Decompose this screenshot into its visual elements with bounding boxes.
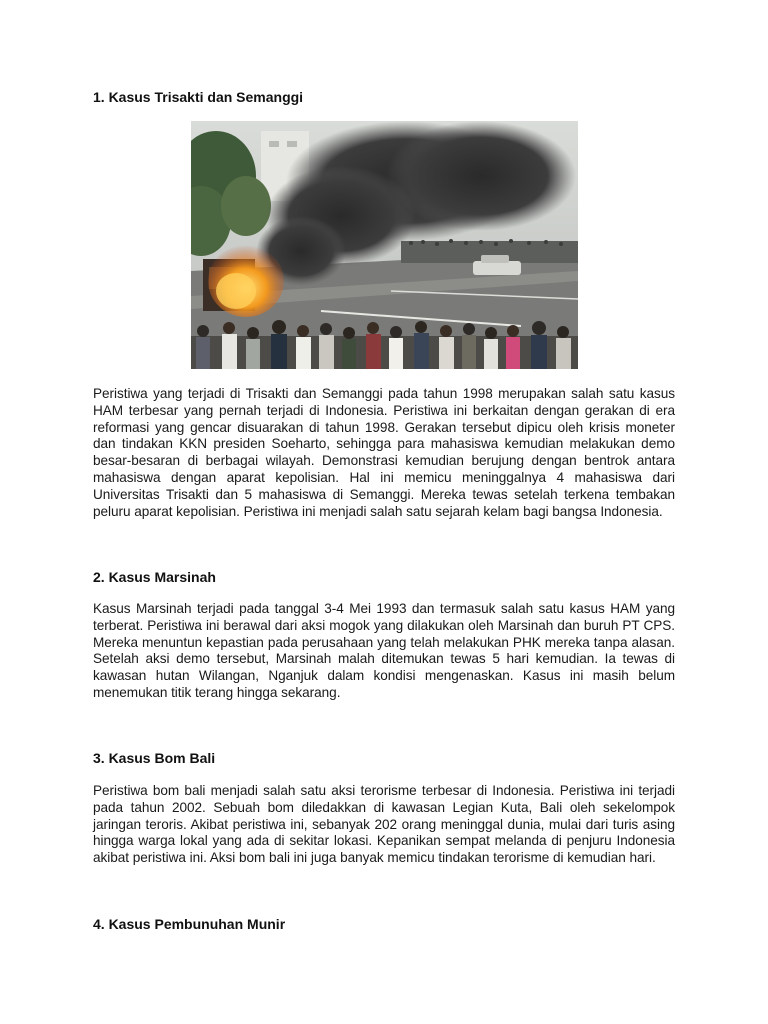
section-body-marsinah: Kasus Marsinah terjadi pada tanggal 3-4 Mei 1993 dan termasuk salah satu kasus HAM yang terberat. Peristiwa ini berawal dari aksi mogok yang dilakukan oleh Marsinah dan buruh PT CPS. Mereka menuntun kepastian pada perusahaan yang telah melakukan PHK mereka tanpa alasan. Setelah aksi demo tersebut, Marsinah malah ditemukan tewas 5 hari kemudian. Ia tewas di kawasan hutan Wilangan, Nganjuk dalam kondisi mengenaskan. Kasus ini masih belum menemukan titik terang hingga sekarang. (93, 601, 675, 700)
riot-photo (191, 121, 578, 369)
section-heading-bom-bali: 3. Kasus Bom Bali (93, 750, 216, 766)
riot-photo-illustration (191, 121, 578, 369)
section-heading-trisakti: 1. Kasus Trisakti dan Semanggi (93, 89, 304, 105)
section-heading-munir: 4. Kasus Pembunuhan Munir (93, 916, 286, 932)
section-body-trisakti: Peristiwa yang terjadi di Trisakti dan Semanggi pada tahun 1998 merupakan salah satu kasus HAM terbesar yang pernah terjadi di Indonesia. Peristiwa ini berkaitan dengan gerakan di era reformasi yang gencar disuarakan di tahun 1998. Gerakan tersebut dipicu oleh krisis moneter dan tindakan KKN presiden Soeharto, sehingga para mahasiswa kemudian melakukan demo besar-besaran di berbagai wilayah. Demonstrasi kemudian berujung dengan bentrok antara mahasiswa dengan aparat kepolisian. Hal ini memicu meninggalnya 4 mahasiswa dari Universitas Trisakti dan 5 mahasiswa di Semanggi. Mereka tewas setelah terkena tembakan peluru aparat kepolisian. Peristiwa ini menjadi salah satu sejarah kelam bagi bangsa Indonesia. (93, 386, 675, 519)
section-heading-marsinah: 2. Kasus Marsinah (93, 569, 216, 585)
section-body-bom-bali: Peristiwa bom bali menjadi salah satu aksi terorisme terbesar di Indonesia. Peristiwa ini terjadi pada tahun 2002. Sebuah bom diledakkan di kawasan Legian Kuta, Bali oleh sekelompok jaringan teroris. Akibat peristiwa ini, sebanyak 202 orang meninggal dunia, mulai dari turis asing hingga warga lokal yang ada di sekitar lokasi. Kepanikan sempat melanda di penjuru Indonesia akibat peristiwa ini. Aksi bom bali ini juga banyak memicu tindakan terorisme di kemudian hari. (93, 783, 675, 866)
